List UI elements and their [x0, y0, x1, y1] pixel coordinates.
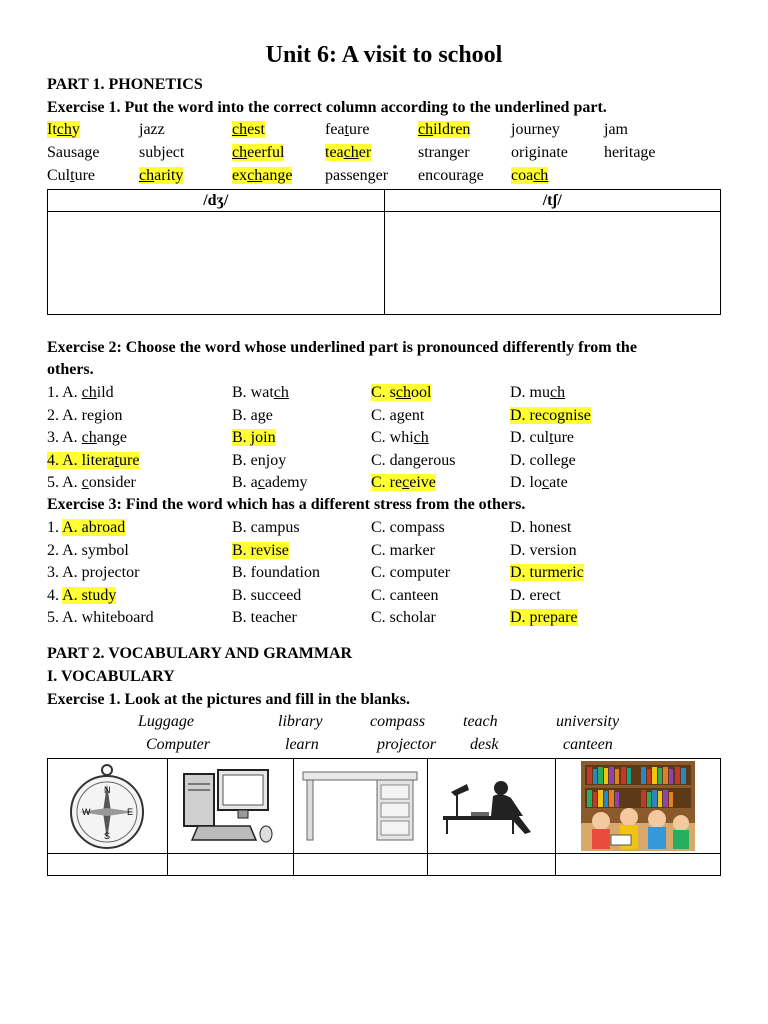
word-item [232, 144, 284, 161]
word-item [371, 474, 436, 491]
underlined-part: g [257, 406, 266, 424]
word-item [139, 121, 165, 138]
word-cell [604, 121, 628, 139]
option-text: C. scholar [371, 609, 436, 626]
word-prefix: sub [139, 144, 162, 161]
picture-cell [167, 759, 293, 854]
word-item [418, 144, 470, 161]
answer-option[interactable] [47, 587, 116, 605]
vocab-ex1-heading: Exercise 1. Look at the pictures and fill in the blanks. [47, 691, 410, 708]
answer-option[interactable] [371, 384, 431, 402]
word-bank-item: canteen [563, 736, 613, 753]
word-item [325, 144, 371, 161]
question-row [0, 384, 768, 406]
word-item [510, 429, 574, 446]
word-prefix: herita [604, 144, 641, 161]
word-cell [232, 167, 292, 185]
word-item [139, 144, 184, 161]
answer-cell-dz[interactable] [48, 212, 385, 315]
answer-option[interactable] [47, 429, 127, 447]
question-number: 3. [47, 564, 63, 581]
word-suffix: oy [270, 451, 287, 469]
question-row [0, 519, 768, 541]
underlined-part: ch [81, 429, 97, 446]
answer-blank-3[interactable] [293, 854, 427, 876]
word-prefix: 4. A. litera [47, 451, 115, 469]
word-prefix: 2. A. re [47, 406, 95, 424]
word-item [604, 144, 656, 161]
word-prefix: D. colle [510, 451, 561, 469]
word-cell [511, 121, 560, 139]
word-suffix: ourney [515, 121, 560, 138]
answer-option[interactable] [47, 564, 139, 582]
underlined-part: c [81, 474, 89, 491]
option-text: B. campus [232, 519, 300, 536]
svg-text:N: N [104, 785, 111, 795]
answer-option[interactable] [232, 564, 320, 582]
word-item [511, 121, 560, 138]
option-text: B. succeed [232, 586, 302, 604]
word-item [232, 384, 289, 401]
question-number: 2. [47, 541, 63, 559]
word-item [371, 429, 429, 446]
answer-option[interactable] [371, 429, 429, 447]
question-row [0, 542, 768, 564]
underlined-part: c [402, 474, 410, 491]
word-prefix: C. re [371, 474, 403, 491]
word-item [510, 474, 568, 491]
word-item [371, 452, 455, 469]
word-suffix: ange [262, 167, 293, 184]
word-prefix: Cul [47, 167, 71, 184]
word-suffix: e [265, 406, 273, 424]
word-prefix: D. lo [510, 474, 542, 491]
word-item [325, 121, 369, 138]
word-bank-item: university [556, 713, 620, 730]
word-prefix: B. [232, 429, 251, 446]
word-row [0, 121, 768, 143]
word-suffix: er [358, 144, 372, 161]
answer-option[interactable] [47, 609, 154, 627]
desk-icon [294, 759, 427, 853]
word-item [511, 144, 568, 161]
underlined-part: ch [273, 384, 289, 401]
word-item [510, 384, 565, 401]
word-suffix: ool [411, 384, 432, 401]
word-item [232, 429, 276, 446]
option-text: C. marker [371, 541, 435, 559]
word-row [0, 167, 768, 189]
option-text: C. compass [371, 519, 445, 536]
underlined-part: g [396, 406, 405, 424]
word-prefix: ori [511, 144, 529, 161]
part2-heading: PART 2. VOCABULARY AND GRAMMAR [47, 645, 353, 662]
word-suffix: ildren [433, 121, 471, 138]
word-cell [139, 167, 183, 185]
underlined-part: ch [413, 429, 429, 446]
word-suffix: ademy [264, 474, 308, 491]
answer-option[interactable] [510, 452, 576, 470]
option-text: A. projector [62, 564, 140, 581]
answer-option[interactable] [47, 542, 129, 560]
word-cell [47, 167, 95, 185]
word-suffix: ect [165, 144, 185, 161]
word-suffix: ild [96, 384, 114, 401]
word-prefix: ex [232, 167, 248, 184]
word-cell [232, 121, 265, 139]
answer-option[interactable] [47, 474, 136, 492]
underlined-part: g [557, 406, 566, 424]
word-bank-item: teach [463, 713, 498, 730]
word-prefix: encoura [418, 167, 469, 184]
answer-option[interactable] [371, 609, 436, 627]
part1-heading: PART 1. PHONETICS [47, 76, 203, 93]
word-suffix: ion [102, 406, 123, 424]
word-cell [325, 144, 371, 162]
word-cell [325, 167, 388, 185]
word-cell [325, 121, 369, 139]
answer-option[interactable] [510, 429, 574, 447]
underlined-part: j [265, 451, 271, 469]
word-bank-item: projector [377, 736, 436, 753]
word-cell [418, 121, 470, 139]
word-prefix: 1. A. [47, 384, 82, 401]
underlined-part: t [70, 167, 75, 184]
answer-option[interactable] [232, 519, 300, 537]
underlined-part: g [94, 406, 103, 424]
word-bank-item: compass [370, 713, 426, 730]
underlined-part: g [468, 167, 477, 184]
question-row [0, 587, 768, 609]
word-suffix: ure [74, 167, 96, 184]
word-item [418, 121, 470, 138]
word-cell [511, 167, 548, 185]
word-suffix: ate [549, 474, 568, 491]
word-suffix: ure [348, 121, 370, 138]
underlined-part: ch [56, 121, 72, 138]
answer-option[interactable] [232, 542, 289, 560]
word-suffix: e [476, 167, 484, 184]
underlined-part: ch [232, 121, 248, 138]
underlined-part: ch [139, 167, 155, 184]
answer-option[interactable] [232, 384, 289, 402]
answer-option[interactable] [510, 587, 561, 605]
answer-option[interactable] [510, 519, 571, 537]
word-prefix: C. whi [371, 429, 414, 446]
word-item [47, 407, 123, 424]
svg-text:S: S [104, 831, 111, 841]
answer-option[interactable] [510, 384, 565, 402]
word-suffix: nise [565, 406, 591, 424]
underlined-part: j [604, 121, 609, 138]
compass-icon [48, 759, 167, 853]
word-item [418, 167, 484, 184]
word-prefix: B. a [232, 474, 258, 491]
word-item [232, 474, 308, 491]
word-prefix: C. a [371, 406, 397, 424]
underlined-part: ch [395, 384, 412, 401]
question-row [0, 564, 768, 586]
word-suffix: er [457, 144, 470, 161]
answer-option[interactable] [232, 587, 301, 605]
word-prefix: fea [325, 121, 345, 138]
word-item [371, 384, 431, 401]
word-cell [139, 121, 165, 139]
question-number: 4. [47, 586, 63, 604]
word-prefix: B. a [232, 406, 258, 424]
option-text: D. turmeric [510, 564, 584, 581]
option-text: A. study [62, 586, 117, 604]
word-suffix: y [71, 121, 80, 138]
word-prefix: 3. A. [47, 429, 82, 446]
underlined-part: g [367, 167, 376, 184]
svg-text:E: E [127, 807, 134, 817]
word-suffix: erous [420, 451, 456, 469]
option-text: D. prepare [510, 609, 578, 626]
question-number: 1. [47, 519, 63, 536]
underlined-part: c [542, 474, 550, 491]
word-item [604, 121, 628, 138]
ex1-answer-table [47, 189, 721, 315]
answer-blank-5[interactable] [555, 854, 720, 876]
word-item [232, 452, 286, 469]
option-text: D. erect [510, 586, 561, 604]
word-row [0, 144, 768, 166]
word-prefix: B. wat [232, 384, 274, 401]
answer-option[interactable] [232, 429, 276, 447]
ex3-heading: Exercise 3: Find the word which has a different stress from the others. [47, 496, 526, 513]
word-bank-item: learn [285, 736, 319, 753]
underlined-part: c [257, 474, 265, 491]
word-suffix: ure [553, 429, 574, 446]
underlined-part: g [640, 144, 649, 161]
library-icon [556, 759, 720, 853]
student-studying-icon [428, 759, 555, 853]
underlined-part: g [449, 144, 458, 161]
word-bank-item: Luggage [138, 713, 194, 730]
answer-option[interactable] [232, 407, 273, 425]
word-item [47, 429, 127, 446]
answer-option[interactable] [371, 407, 424, 425]
question-row [0, 474, 768, 496]
column-header-dz: /dʒ/ [48, 190, 385, 212]
answer-option[interactable] [232, 474, 308, 492]
underlined-part: ch [232, 144, 248, 161]
underlined-part: t [114, 451, 119, 469]
word-cell [418, 167, 484, 185]
underlined-part: g [560, 451, 569, 469]
option-text: C. computer [371, 564, 451, 581]
underlined-part: g [84, 144, 93, 161]
answer-option[interactable] [371, 519, 445, 537]
underlined-part: j [511, 121, 516, 138]
svg-text:W: W [82, 807, 91, 817]
underlined-part: ch [343, 144, 359, 161]
answer-cell-tsh[interactable] [384, 212, 721, 315]
ex1-heading: Exercise 1. Put the word into the correct column according to the underlined part. [47, 99, 607, 116]
word-suffix: est [247, 121, 265, 138]
word-suffix: inate [536, 144, 568, 161]
word-prefix: D. cul [510, 429, 550, 446]
word-item [510, 407, 591, 424]
question-row [0, 609, 768, 631]
answer-option[interactable] [47, 519, 125, 537]
word-item [325, 167, 388, 184]
underlined-part: ch [247, 167, 263, 184]
word-bank-item: desk [470, 736, 499, 753]
word-item [232, 407, 273, 424]
answer-option[interactable] [371, 542, 435, 560]
word-prefix: D. reco [510, 406, 558, 424]
answer-option[interactable] [371, 452, 455, 470]
answer-blank-2[interactable] [167, 854, 293, 876]
word-suffix: e [648, 144, 656, 161]
answer-blank-4[interactable] [427, 854, 555, 876]
underlined-part: ch [533, 167, 549, 184]
word-suffix: am [608, 121, 628, 138]
word-item [47, 384, 114, 401]
word-suffix: eive [409, 474, 436, 491]
word-prefix: tea [325, 144, 344, 161]
word-cell [47, 144, 99, 162]
word-suffix: oin [255, 429, 276, 446]
word-suffix: e [92, 144, 100, 161]
underlined-part: j [161, 144, 166, 161]
word-prefix: C. s [371, 384, 396, 401]
underlined-part: ch [81, 384, 97, 401]
word-suffix: eerful [247, 144, 285, 161]
question-row [0, 407, 768, 429]
word-cell [47, 121, 80, 139]
word-item [139, 167, 183, 184]
vocabulary-heading: I. VOCABULARY [47, 668, 175, 685]
word-cell [604, 144, 656, 162]
underlined-part: ch [550, 384, 566, 401]
picture-cell [48, 759, 168, 854]
picture-table [47, 758, 721, 876]
underlined-part: j [139, 121, 144, 138]
answer-blank-1[interactable] [48, 854, 168, 876]
word-item [47, 144, 99, 161]
computer-icon [168, 759, 293, 853]
word-prefix: Sausa [47, 144, 85, 161]
word-item [232, 167, 292, 184]
answer-option[interactable] [232, 452, 286, 470]
page-title: Unit 6: A visit to school [265, 42, 503, 68]
answer-option[interactable] [232, 609, 297, 627]
word-item [511, 167, 548, 184]
word-suffix: ange [96, 429, 127, 446]
answer-option[interactable] [510, 564, 584, 582]
option-text: D. version [510, 541, 577, 559]
answer-option[interactable] [47, 452, 139, 470]
word-item [47, 474, 136, 491]
word-prefix: 5. A. [47, 474, 82, 491]
underlined-part: g [412, 451, 421, 469]
word-prefix: passen [325, 167, 368, 184]
word-suffix: e [568, 451, 576, 469]
word-cell [511, 144, 568, 162]
option-text: B. foundation [232, 564, 320, 581]
word-suffix: ure [119, 451, 140, 469]
option-text: B. teacher [232, 609, 297, 626]
word-prefix: D. mu [510, 384, 550, 401]
word-prefix: coa [511, 167, 534, 184]
word-suffix: er [375, 167, 389, 184]
answer-option[interactable] [371, 474, 436, 492]
underlined-part: g [528, 144, 537, 161]
word-prefix: stran [418, 144, 450, 161]
question-number: 5. [47, 609, 63, 626]
word-suffix: azz [143, 121, 165, 138]
word-cell [139, 144, 184, 162]
option-text: D. honest [510, 519, 572, 536]
word-cell [418, 144, 470, 162]
question-row [0, 452, 768, 474]
column-header-tsh: /tʃ/ [384, 190, 721, 212]
word-item [371, 407, 424, 424]
option-text: A. symbol [62, 541, 129, 559]
word-prefix: C. dan [371, 451, 413, 469]
answer-option[interactable] [371, 564, 450, 582]
answer-option[interactable] [510, 407, 591, 425]
word-item [232, 121, 265, 138]
word-prefix: It [47, 121, 57, 138]
picture-cell [555, 759, 720, 854]
word-item [47, 452, 139, 469]
answer-option[interactable] [47, 384, 114, 402]
option-text: A. whiteboard [62, 609, 154, 626]
option-text: B. revise [232, 541, 289, 559]
answer-option[interactable] [47, 407, 123, 425]
underlined-part: t [344, 121, 349, 138]
answer-option[interactable] [371, 587, 439, 605]
word-suffix: arity [154, 167, 184, 184]
word-cell [232, 144, 284, 162]
ex2-heading-line2: others. [47, 361, 94, 378]
word-item [47, 121, 80, 138]
underlined-part: t [549, 429, 554, 446]
word-item [47, 167, 95, 184]
question-row [0, 429, 768, 451]
word-bank-item: Computer [146, 736, 210, 753]
answer-option[interactable] [510, 474, 568, 492]
option-text: C. canteen [371, 586, 439, 604]
option-text: A. abroad [62, 519, 126, 536]
word-item [510, 452, 576, 469]
picture-cell [427, 759, 555, 854]
ex2-heading-line1: Exercise 2: Choose the word whose underlined part is pronounced differently from the [47, 339, 637, 356]
word-bank-item: library [278, 713, 323, 730]
word-suffix: onsider [88, 474, 136, 491]
underlined-part: ch [418, 121, 434, 138]
word-prefix: B. en [232, 451, 266, 469]
answer-option[interactable] [510, 542, 577, 560]
underlined-part: j [250, 429, 256, 446]
picture-cell [293, 759, 427, 854]
answer-option[interactable] [510, 609, 578, 627]
word-suffix: ent [404, 406, 425, 424]
